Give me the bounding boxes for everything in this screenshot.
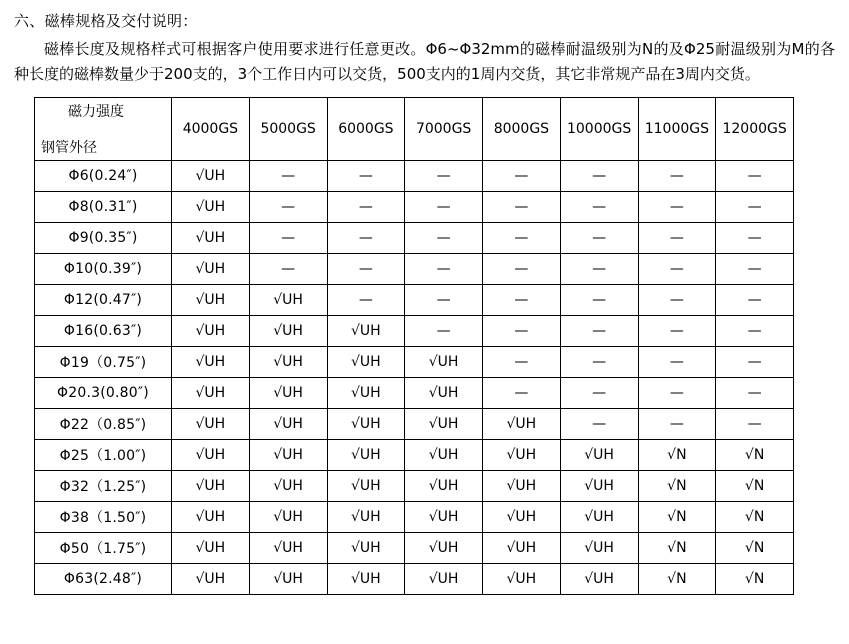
column-header: 11000GS bbox=[638, 98, 716, 161]
cell-available: √N bbox=[716, 502, 794, 533]
cell-available: √UH bbox=[172, 161, 250, 192]
cell-unavailable: — bbox=[716, 192, 794, 223]
column-header: 6000GS bbox=[327, 98, 405, 161]
cell-available: √UH bbox=[172, 564, 250, 595]
cell-available: √N bbox=[716, 533, 794, 564]
table-row bbox=[35, 316, 794, 347]
table-row bbox=[35, 223, 794, 254]
cell-available: √UH bbox=[327, 533, 405, 564]
row-header-diameter: Φ22（0.85″) bbox=[35, 409, 172, 440]
cell-available: √UH bbox=[172, 223, 250, 254]
corner-label-tube-diameter: 钢管外径 bbox=[41, 140, 97, 156]
cell-unavailable: — bbox=[483, 347, 561, 378]
section-paragraph: 磁棒长度及规格样式可根据客户使用要求进行任意更改。Φ6~Φ32mm的磁棒耐温级别为N的及Φ25耐温级别为M的各种长度的磁棒数量少于200支的，3个工作日内可以交货，500支内的1周内交货，其它非常规产品在3周内交货。 bbox=[14, 40, 835, 83]
cell-unavailable: — bbox=[483, 223, 561, 254]
cell-unavailable: — bbox=[405, 254, 483, 285]
cell-available: √UH bbox=[327, 471, 405, 502]
cell-unavailable: — bbox=[327, 223, 405, 254]
row-header-diameter: Φ38（1.50″) bbox=[35, 502, 172, 533]
cell-unavailable: — bbox=[249, 254, 327, 285]
cell-available: √N bbox=[638, 471, 716, 502]
cell-unavailable: — bbox=[249, 223, 327, 254]
table-row bbox=[35, 564, 794, 595]
cell-unavailable: — bbox=[638, 378, 716, 409]
cell-unavailable: — bbox=[638, 409, 716, 440]
cell-unavailable: — bbox=[716, 316, 794, 347]
cell-available: √UH bbox=[405, 378, 483, 409]
cell-available: √N bbox=[716, 471, 794, 502]
column-header: 8000GS bbox=[483, 98, 561, 161]
cell-available: √N bbox=[716, 440, 794, 471]
cell-available: √UH bbox=[405, 409, 483, 440]
row-header-diameter: Φ9(0.35″) bbox=[35, 223, 172, 254]
table-header bbox=[35, 98, 794, 161]
cell-unavailable: — bbox=[405, 223, 483, 254]
cell-unavailable: — bbox=[560, 316, 638, 347]
cell-unavailable: — bbox=[560, 378, 638, 409]
table-body bbox=[35, 161, 794, 595]
table-row bbox=[35, 161, 794, 192]
cell-unavailable: — bbox=[638, 254, 716, 285]
row-header-diameter: Φ10(0.39″) bbox=[35, 254, 172, 285]
cell-unavailable: — bbox=[483, 378, 561, 409]
cell-available: √UH bbox=[483, 409, 561, 440]
cell-unavailable: — bbox=[560, 192, 638, 223]
cell-available: √UH bbox=[172, 254, 250, 285]
table-row bbox=[35, 471, 794, 502]
cell-unavailable: — bbox=[716, 285, 794, 316]
cell-unavailable: — bbox=[327, 285, 405, 316]
cell-available: √UH bbox=[172, 347, 250, 378]
table-row bbox=[35, 192, 794, 223]
cell-unavailable: — bbox=[716, 223, 794, 254]
cell-unavailable: — bbox=[249, 192, 327, 223]
table-header-row bbox=[35, 98, 794, 161]
table-row bbox=[35, 378, 794, 409]
cell-available: √UH bbox=[172, 471, 250, 502]
cell-available: √UH bbox=[327, 316, 405, 347]
cell-available: √UH bbox=[327, 409, 405, 440]
table-row bbox=[35, 502, 794, 533]
cell-unavailable: — bbox=[560, 223, 638, 254]
cell-available: √UH bbox=[249, 347, 327, 378]
cell-available: √UH bbox=[249, 409, 327, 440]
cell-unavailable: — bbox=[716, 161, 794, 192]
cell-unavailable: — bbox=[483, 316, 561, 347]
cell-unavailable: — bbox=[638, 347, 716, 378]
cell-available: √UH bbox=[249, 533, 327, 564]
cell-available: √UH bbox=[249, 502, 327, 533]
cell-available: √UH bbox=[172, 533, 250, 564]
row-header-diameter: Φ12(0.47″) bbox=[35, 285, 172, 316]
magnet-spec-table bbox=[34, 97, 794, 595]
section-heading: 六、磁棒规格及交付说明： bbox=[14, 12, 198, 30]
table-row bbox=[35, 409, 794, 440]
row-header-diameter: Φ6(0.24″) bbox=[35, 161, 172, 192]
table-row bbox=[35, 533, 794, 564]
corner-label-magnetic-strength: 磁力强度 bbox=[68, 104, 124, 120]
cell-unavailable: — bbox=[716, 378, 794, 409]
cell-unavailable: — bbox=[483, 192, 561, 223]
cell-available: √UH bbox=[483, 502, 561, 533]
cell-available: √UH bbox=[172, 378, 250, 409]
cell-unavailable: — bbox=[560, 285, 638, 316]
cell-unavailable: — bbox=[327, 254, 405, 285]
cell-available: √N bbox=[638, 564, 716, 595]
row-header-diameter: Φ20.3(0.80″) bbox=[35, 378, 172, 409]
row-header-diameter: Φ32（1.25″) bbox=[35, 471, 172, 502]
cell-available: √UH bbox=[249, 285, 327, 316]
table-row bbox=[35, 285, 794, 316]
cell-available: √UH bbox=[405, 533, 483, 564]
row-header-diameter: Φ8(0.31″) bbox=[35, 192, 172, 223]
cell-unavailable: — bbox=[716, 409, 794, 440]
cell-available: √UH bbox=[172, 285, 250, 316]
row-header-diameter: Φ50（1.75″) bbox=[35, 533, 172, 564]
cell-available: √UH bbox=[249, 440, 327, 471]
cell-unavailable: — bbox=[716, 347, 794, 378]
cell-available: √UH bbox=[172, 316, 250, 347]
cell-unavailable: — bbox=[638, 223, 716, 254]
cell-unavailable: — bbox=[560, 161, 638, 192]
column-header: 4000GS bbox=[172, 98, 250, 161]
cell-available: √UH bbox=[483, 564, 561, 595]
cell-available: √UH bbox=[405, 471, 483, 502]
row-header-diameter: Φ16(0.63″) bbox=[35, 316, 172, 347]
cell-unavailable: — bbox=[638, 192, 716, 223]
cell-available: √UH bbox=[327, 564, 405, 595]
cell-available: √UH bbox=[327, 502, 405, 533]
row-header-diameter: Φ25（1.00″) bbox=[35, 440, 172, 471]
cell-unavailable: — bbox=[483, 254, 561, 285]
cell-unavailable: — bbox=[405, 161, 483, 192]
table-corner-header bbox=[35, 98, 172, 161]
cell-available: √UH bbox=[483, 533, 561, 564]
cell-unavailable: — bbox=[560, 409, 638, 440]
cell-available: √N bbox=[638, 533, 716, 564]
cell-unavailable: — bbox=[483, 285, 561, 316]
cell-unavailable: — bbox=[405, 192, 483, 223]
table-row bbox=[35, 440, 794, 471]
cell-available: √UH bbox=[560, 471, 638, 502]
cell-available: √UH bbox=[249, 316, 327, 347]
cell-available: √N bbox=[638, 502, 716, 533]
table-row bbox=[35, 254, 794, 285]
table-row bbox=[35, 347, 794, 378]
cell-unavailable: — bbox=[638, 316, 716, 347]
cell-unavailable: — bbox=[327, 161, 405, 192]
cell-available: √UH bbox=[249, 564, 327, 595]
column-header: 10000GS bbox=[560, 98, 638, 161]
cell-unavailable: — bbox=[716, 254, 794, 285]
cell-unavailable: — bbox=[249, 161, 327, 192]
cell-available: √UH bbox=[172, 409, 250, 440]
cell-available: √N bbox=[716, 564, 794, 595]
cell-available: √UH bbox=[405, 564, 483, 595]
cell-unavailable: — bbox=[483, 161, 561, 192]
row-header-diameter: Φ63(2.48″) bbox=[35, 564, 172, 595]
cell-available: √UH bbox=[560, 564, 638, 595]
cell-unavailable: — bbox=[405, 316, 483, 347]
cell-available: √UH bbox=[560, 502, 638, 533]
cell-available: √UH bbox=[249, 471, 327, 502]
column-header: 12000GS bbox=[716, 98, 794, 161]
cell-available: √N bbox=[638, 440, 716, 471]
cell-available: √UH bbox=[405, 347, 483, 378]
cell-unavailable: — bbox=[638, 285, 716, 316]
cell-available: √UH bbox=[172, 192, 250, 223]
cell-available: √UH bbox=[327, 440, 405, 471]
cell-available: √UH bbox=[327, 378, 405, 409]
cell-unavailable: — bbox=[560, 347, 638, 378]
cell-available: √UH bbox=[327, 347, 405, 378]
cell-available: √UH bbox=[483, 440, 561, 471]
cell-available: √UH bbox=[249, 378, 327, 409]
cell-available: √UH bbox=[172, 440, 250, 471]
cell-available: √UH bbox=[172, 502, 250, 533]
cell-unavailable: — bbox=[560, 254, 638, 285]
cell-unavailable: — bbox=[405, 285, 483, 316]
cell-unavailable: — bbox=[638, 161, 716, 192]
cell-available: √UH bbox=[405, 502, 483, 533]
row-header-diameter: Φ19（0.75″) bbox=[35, 347, 172, 378]
cell-available: √UH bbox=[560, 533, 638, 564]
cell-available: √UH bbox=[405, 440, 483, 471]
cell-available: √UH bbox=[483, 471, 561, 502]
cell-unavailable: — bbox=[327, 192, 405, 223]
column-header: 5000GS bbox=[249, 98, 327, 161]
cell-available: √UH bbox=[560, 440, 638, 471]
column-header: 7000GS bbox=[405, 98, 483, 161]
